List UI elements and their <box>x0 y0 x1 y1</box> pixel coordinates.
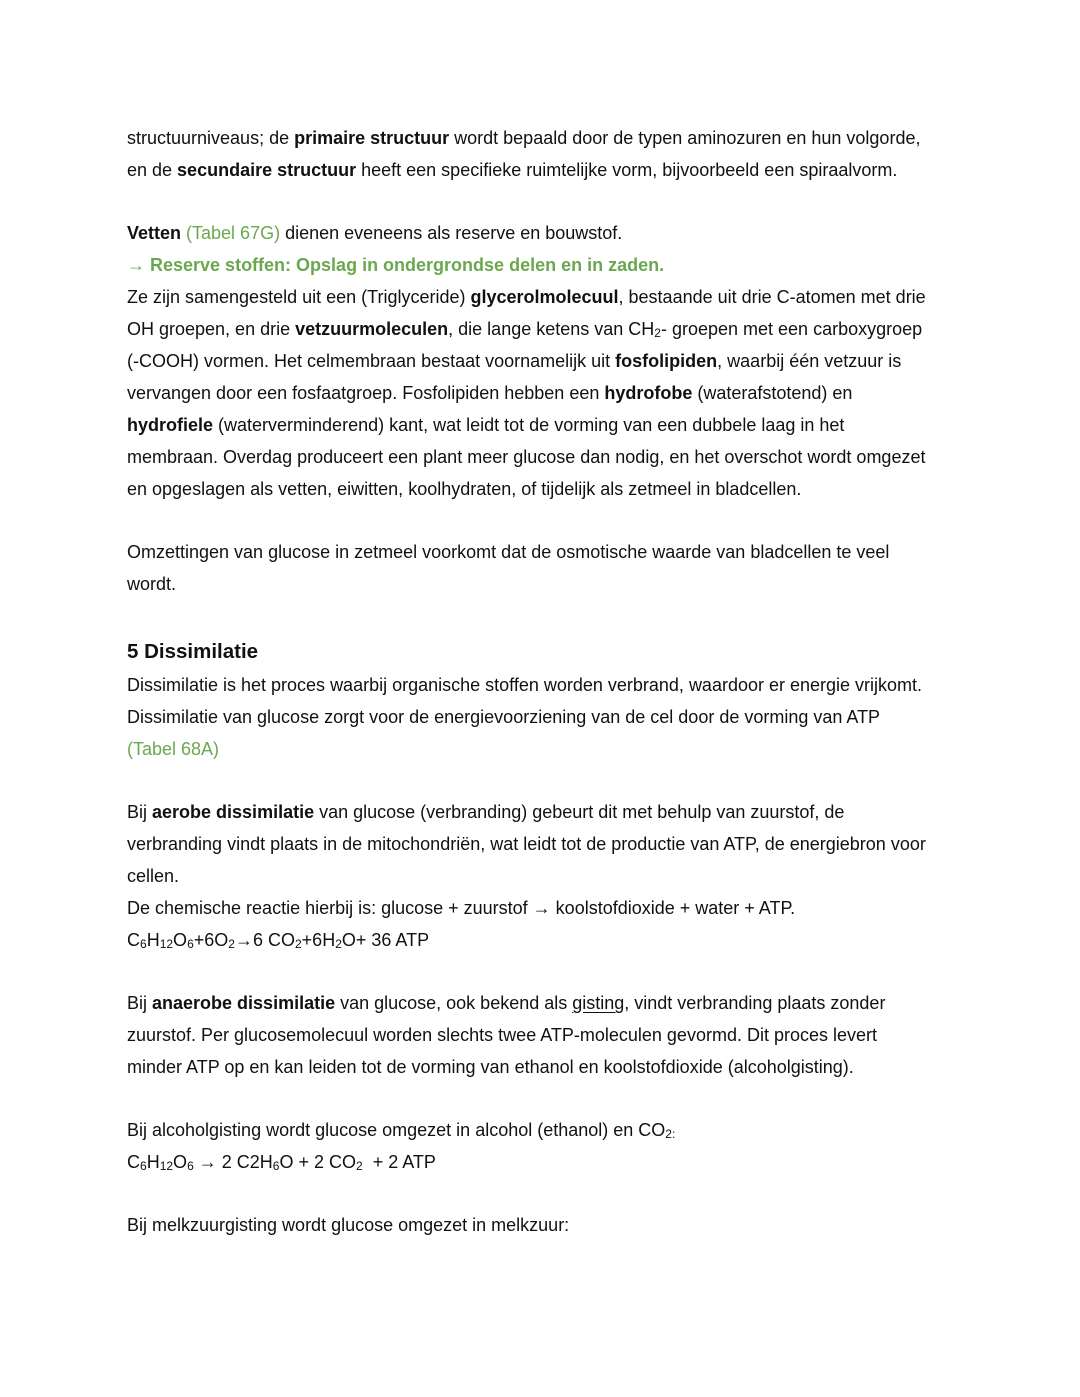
paragraph-line: Dissimilatie van glucose zorgt voor de energievoorziening van de cel door de vorming van ATP <box>127 707 881 727</box>
paragraph-line <box>127 154 967 186</box>
text: vervangen door een fosfaatgroep. Fosfolipiden hebben een <box>127 383 605 403</box>
text: (waterafstotend) en <box>692 383 853 403</box>
paragraph-line <box>127 987 967 1019</box>
bold-term: secundaire structuur <box>177 160 357 180</box>
text: en de <box>127 160 178 180</box>
underlined-term: gisting <box>572 993 625 1013</box>
text: wordt bepaald door de typen aminozuren en hun volgorde, <box>449 128 921 148</box>
paragraph-line: en opgeslagen als vetten, eiwitten, koolhydraten, of tijdelijk als zetmeel in bladcellen. <box>127 479 802 499</box>
paragraph-line: Dissimilatie is het proces waarbij organische stoffen worden verbrand, waardoor er energie vrijkomt. <box>127 675 923 695</box>
text: Bij <box>127 802 153 822</box>
paragraph-line: verbranding vindt plaats in de mitochondriën, wat leidt tot de productie van ATP, de energiebron voor <box>127 834 926 854</box>
bold-term: anaerobe dissimilatie <box>152 993 336 1013</box>
text: van glucose (verbranding) gebeurt dit met behulp van zuurstof, de <box>314 802 845 822</box>
paragraph-line <box>127 1114 967 1146</box>
paragraph-line <box>127 377 967 409</box>
table-reference: (Tabel 67G) <box>181 223 281 243</box>
table-reference: (Tabel 68A) <box>127 739 220 759</box>
paragraph-line: Bij melkzuurgisting wordt glucose omgezet in melkzuur: <box>127 1215 570 1235</box>
bold-term: glycerolmolecuul <box>470 287 619 307</box>
text: structuurniveaus; de <box>127 128 295 148</box>
text: , die lange ketens van CH <box>448 319 655 339</box>
section-heading: 5 Dissimilatie <box>127 640 259 663</box>
bold-term: hydrofobe <box>604 383 693 403</box>
bold-term: primaire structuur <box>294 128 450 148</box>
text: , waarbij één vetzuur is <box>717 351 902 371</box>
paragraph-line <box>127 281 967 313</box>
bold-term: Vetten <box>127 223 182 243</box>
text: Bij alcoholgisting wordt glucose omgezet in alcohol (ethanol) en CO <box>127 1120 666 1140</box>
paragraph-line: minder ATP op en kan leiden tot de vorming van ethanol en koolstofdioxide (alcoholgisting). <box>127 1057 854 1077</box>
paragraph-line <box>127 796 967 828</box>
text: dienen eveneens als reserve en bouwstof. <box>280 223 623 243</box>
paragraph-line: De chemische reactie hierbij is: glucose + zuurstof → koolstofdioxide + water + ATP. <box>127 898 796 918</box>
text: heeft een specifieke ruimtelijke vorm, bijvoorbeeld een spiraalvorm. <box>356 160 898 180</box>
subscript: 2: <box>665 1127 676 1141</box>
paragraph-line <box>127 409 967 441</box>
text: , bestaande uit drie C-atomen met drie <box>618 287 926 307</box>
document-page <box>127 122 967 1241</box>
paragraph-line <box>127 217 967 249</box>
chemical-equation-aerobe: $C_6H_{12}O_6+6O_2\to 6$ $CO_2+6H_2O+ 36$ ATP <box>127 930 430 951</box>
paragraph-line: cellen. <box>127 866 180 886</box>
text: - groepen met een carboxygroep <box>660 319 923 339</box>
bold-term: hydrofiele <box>127 415 214 435</box>
reserve-note: → Reserve stoffen: Opslag in ondergrondse delen en in zaden. <box>127 255 665 275</box>
paragraph-line: zuurstof. Per glucosemolecuul worden slechts twee ATP-moleculen gevormd. Dit proces levert <box>127 1025 877 1045</box>
paragraph-line <box>127 345 967 377</box>
bold-term: aerobe dissimilatie <box>152 802 315 822</box>
paragraph-line: membraan. Overdag produceert een plant meer glucose dan nodig, en het overschot wordt omgezet <box>127 447 926 467</box>
text: OH groepen, en drie <box>127 319 296 339</box>
text: (waterverminderend) kant, wat leidt tot de vorming van een dubbele laag in het <box>213 415 845 435</box>
bold-term: fosfolipiden <box>615 351 718 371</box>
subscript: 2 <box>654 326 661 340</box>
text: Bij <box>127 993 153 1013</box>
paragraph-line <box>127 313 967 345</box>
text: Ze zijn samengesteld uit een (Triglyceride) <box>127 287 471 307</box>
paragraph-line <box>127 122 967 154</box>
text: (-COOH) vormen. Het celmembraan bestaat voornamelijk uit <box>127 351 616 371</box>
text: van glucose, ook bekend als <box>335 993 573 1013</box>
text: , vindt verbranding plaats zonder <box>624 993 886 1013</box>
bold-term: vetzuurmoleculen <box>295 319 449 339</box>
paragraph-line: Omzettingen van glucose in zetmeel voorkomt dat de osmotische waarde van bladcellen te veel <box>127 542 890 562</box>
chemical-equation-alcohol: $C_6H_{12}O_6 \to 2$ $C2H_6O + 2$ $CO_2 + 2$ ATP <box>127 1152 436 1173</box>
paragraph-line: wordt. <box>127 574 177 594</box>
